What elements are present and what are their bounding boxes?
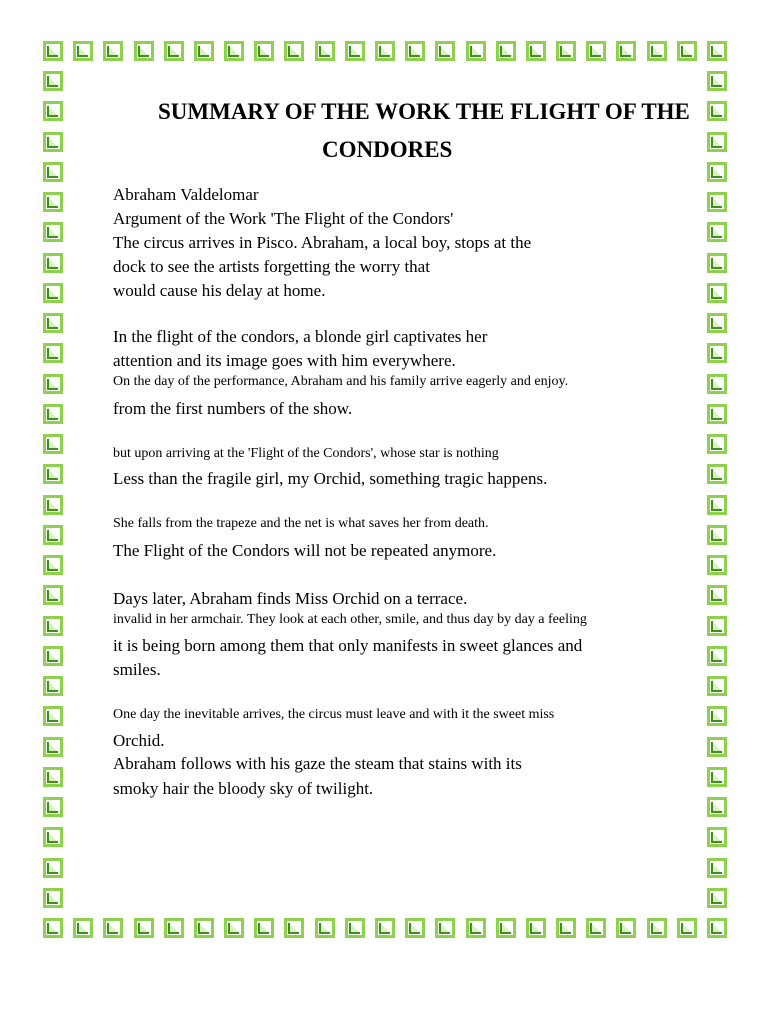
- green-corner-tile-icon: [43, 313, 63, 333]
- text-line: On the day of the performance, Abraham and his family arrive eagerly and enjoy.: [113, 374, 569, 389]
- green-corner-tile-icon: [405, 918, 425, 938]
- green-corner-tile-icon: [345, 918, 365, 938]
- green-corner-tile-icon: [526, 41, 546, 61]
- green-corner-tile-icon: [43, 222, 63, 242]
- green-corner-tile-icon: [43, 162, 63, 182]
- green-corner-tile-icon: [224, 41, 244, 61]
- text-line: In the flight of the condors, a blonde girl captivates her: [113, 327, 488, 346]
- green-corner-tile-icon: [707, 495, 727, 515]
- green-corner-tile-icon: [586, 918, 606, 938]
- green-corner-tile-icon: [435, 41, 455, 61]
- green-corner-tile-icon: [43, 41, 63, 61]
- green-corner-tile-icon: [707, 41, 727, 61]
- author-line: Abraham Valdelomar: [113, 185, 259, 204]
- green-corner-tile-icon: [73, 918, 93, 938]
- green-corner-tile-icon: [677, 918, 697, 938]
- green-corner-tile-icon: [435, 918, 455, 938]
- green-corner-tile-icon: [586, 41, 606, 61]
- green-corner-tile-icon: [43, 525, 63, 545]
- green-corner-tile-icon: [707, 222, 727, 242]
- page-title: [158, 93, 768, 169]
- green-corner-tile-icon: [707, 888, 727, 908]
- text-line: it is being born among them that only manifests in sweet glances and: [113, 636, 583, 655]
- green-corner-tile-icon: [707, 404, 727, 424]
- green-corner-tile-icon: [43, 706, 63, 726]
- green-corner-tile-icon: [43, 737, 63, 757]
- title-line-1: SUMMARY OF THE WORK THE FLIGHT OF THE: [158, 99, 690, 124]
- green-corner-tile-icon: [43, 434, 63, 454]
- subtitle-line: Argument of the Work 'The Flight of the Condors': [113, 209, 454, 228]
- green-corner-tile-icon: [43, 616, 63, 636]
- green-corner-tile-icon: [43, 192, 63, 212]
- green-corner-tile-icon: [707, 676, 727, 696]
- green-corner-tile-icon: [616, 41, 636, 61]
- green-corner-tile-icon: [43, 283, 63, 303]
- text-line: smoky hair the bloody sky of twilight.: [113, 779, 374, 798]
- green-corner-tile-icon: [707, 283, 727, 303]
- text-line: She falls from the trapeze and the net is what saves her from death.: [113, 516, 489, 531]
- green-corner-tile-icon: [707, 434, 727, 454]
- text-line: Orchid.: [113, 731, 165, 750]
- text-line: Abraham follows with his gaze the steam that stains with its: [113, 754, 522, 773]
- green-corner-tile-icon: [284, 918, 304, 938]
- text-line: dock to see the artists forgetting the worry that: [113, 257, 430, 276]
- green-corner-tile-icon: [707, 253, 727, 273]
- green-corner-tile-icon: [707, 827, 727, 847]
- green-corner-tile-icon: [43, 555, 63, 575]
- green-corner-tile-icon: [194, 41, 214, 61]
- green-corner-tile-icon: [43, 495, 63, 515]
- text-line: but upon arriving at the 'Flight of the Condors', whose star is nothing: [113, 446, 499, 461]
- green-corner-tile-icon: [707, 585, 727, 605]
- green-corner-tile-icon: [526, 918, 546, 938]
- green-corner-tile-icon: [43, 676, 63, 696]
- green-corner-tile-icon: [43, 888, 63, 908]
- green-corner-tile-icon: [707, 918, 727, 938]
- green-corner-tile-icon: [707, 313, 727, 333]
- green-corner-tile-icon: [164, 918, 184, 938]
- green-corner-tile-icon: [375, 41, 395, 61]
- green-corner-tile-icon: [466, 918, 486, 938]
- green-corner-tile-icon: [707, 343, 727, 363]
- green-corner-tile-icon: [43, 404, 63, 424]
- green-corner-tile-icon: [466, 41, 486, 61]
- green-corner-tile-icon: [134, 918, 154, 938]
- green-corner-tile-icon: [315, 918, 335, 938]
- green-corner-tile-icon: [43, 374, 63, 394]
- green-corner-tile-icon: [707, 646, 727, 666]
- green-corner-tile-icon: [43, 797, 63, 817]
- text-line: The Flight of the Condors will not be repeated anymore.: [113, 541, 497, 560]
- green-corner-tile-icon: [43, 767, 63, 787]
- green-corner-tile-icon: [707, 737, 727, 757]
- green-corner-tile-icon: [616, 918, 636, 938]
- text-line: attention and its image goes with him everywhere.: [113, 351, 456, 370]
- green-corner-tile-icon: [707, 374, 727, 394]
- green-corner-tile-icon: [707, 797, 727, 817]
- green-corner-tile-icon: [707, 858, 727, 878]
- green-corner-tile-icon: [315, 41, 335, 61]
- green-corner-tile-icon: [707, 192, 727, 212]
- green-corner-tile-icon: [707, 464, 727, 484]
- green-corner-tile-icon: [647, 918, 667, 938]
- green-corner-tile-icon: [43, 132, 63, 152]
- green-corner-tile-icon: [43, 585, 63, 605]
- green-corner-tile-icon: [707, 525, 727, 545]
- green-corner-tile-icon: [707, 71, 727, 91]
- text-line: invalid in her armchair. They look at each other, smile, and thus day by day a feeling: [113, 612, 587, 627]
- text-line: smiles.: [113, 660, 161, 679]
- green-corner-tile-icon: [677, 41, 697, 61]
- green-corner-tile-icon: [254, 918, 274, 938]
- green-corner-tile-icon: [254, 41, 274, 61]
- green-corner-tile-icon: [43, 343, 63, 363]
- green-corner-tile-icon: [707, 616, 727, 636]
- green-corner-tile-icon: [43, 464, 63, 484]
- green-corner-tile-icon: [43, 71, 63, 91]
- green-corner-tile-icon: [496, 41, 516, 61]
- text-line: Less than the fragile girl, my Orchid, something tragic happens.: [113, 469, 548, 488]
- green-corner-tile-icon: [224, 918, 244, 938]
- text-line: would cause his delay at home.: [113, 281, 326, 300]
- green-corner-tile-icon: [43, 253, 63, 273]
- green-corner-tile-icon: [194, 918, 214, 938]
- title-line-2: CONDORES: [322, 137, 453, 162]
- green-corner-tile-icon: [73, 41, 93, 61]
- green-corner-tile-icon: [43, 918, 63, 938]
- green-corner-tile-icon: [164, 41, 184, 61]
- green-corner-tile-icon: [707, 767, 727, 787]
- green-corner-tile-icon: [496, 918, 516, 938]
- green-corner-tile-icon: [284, 41, 304, 61]
- green-corner-tile-icon: [134, 41, 154, 61]
- text-line: Days later, Abraham finds Miss Orchid on a terrace.: [113, 589, 468, 608]
- green-corner-tile-icon: [707, 555, 727, 575]
- text-line: The circus arrives in Pisco. Abraham, a local boy, stops at the: [113, 233, 532, 252]
- text-line: One day the inevitable arrives, the circus must leave and with it the sweet miss: [113, 707, 555, 722]
- green-corner-tile-icon: [103, 918, 123, 938]
- green-corner-tile-icon: [556, 918, 576, 938]
- green-corner-tile-icon: [43, 646, 63, 666]
- green-corner-tile-icon: [43, 101, 63, 121]
- green-corner-tile-icon: [405, 41, 425, 61]
- green-corner-tile-icon: [647, 41, 667, 61]
- green-corner-tile-icon: [375, 918, 395, 938]
- text-line: from the first numbers of the show.: [113, 399, 353, 418]
- green-corner-tile-icon: [345, 41, 365, 61]
- green-corner-tile-icon: [43, 827, 63, 847]
- green-corner-tile-icon: [43, 858, 63, 878]
- green-corner-tile-icon: [103, 41, 123, 61]
- green-corner-tile-icon: [556, 41, 576, 61]
- green-corner-tile-icon: [707, 706, 727, 726]
